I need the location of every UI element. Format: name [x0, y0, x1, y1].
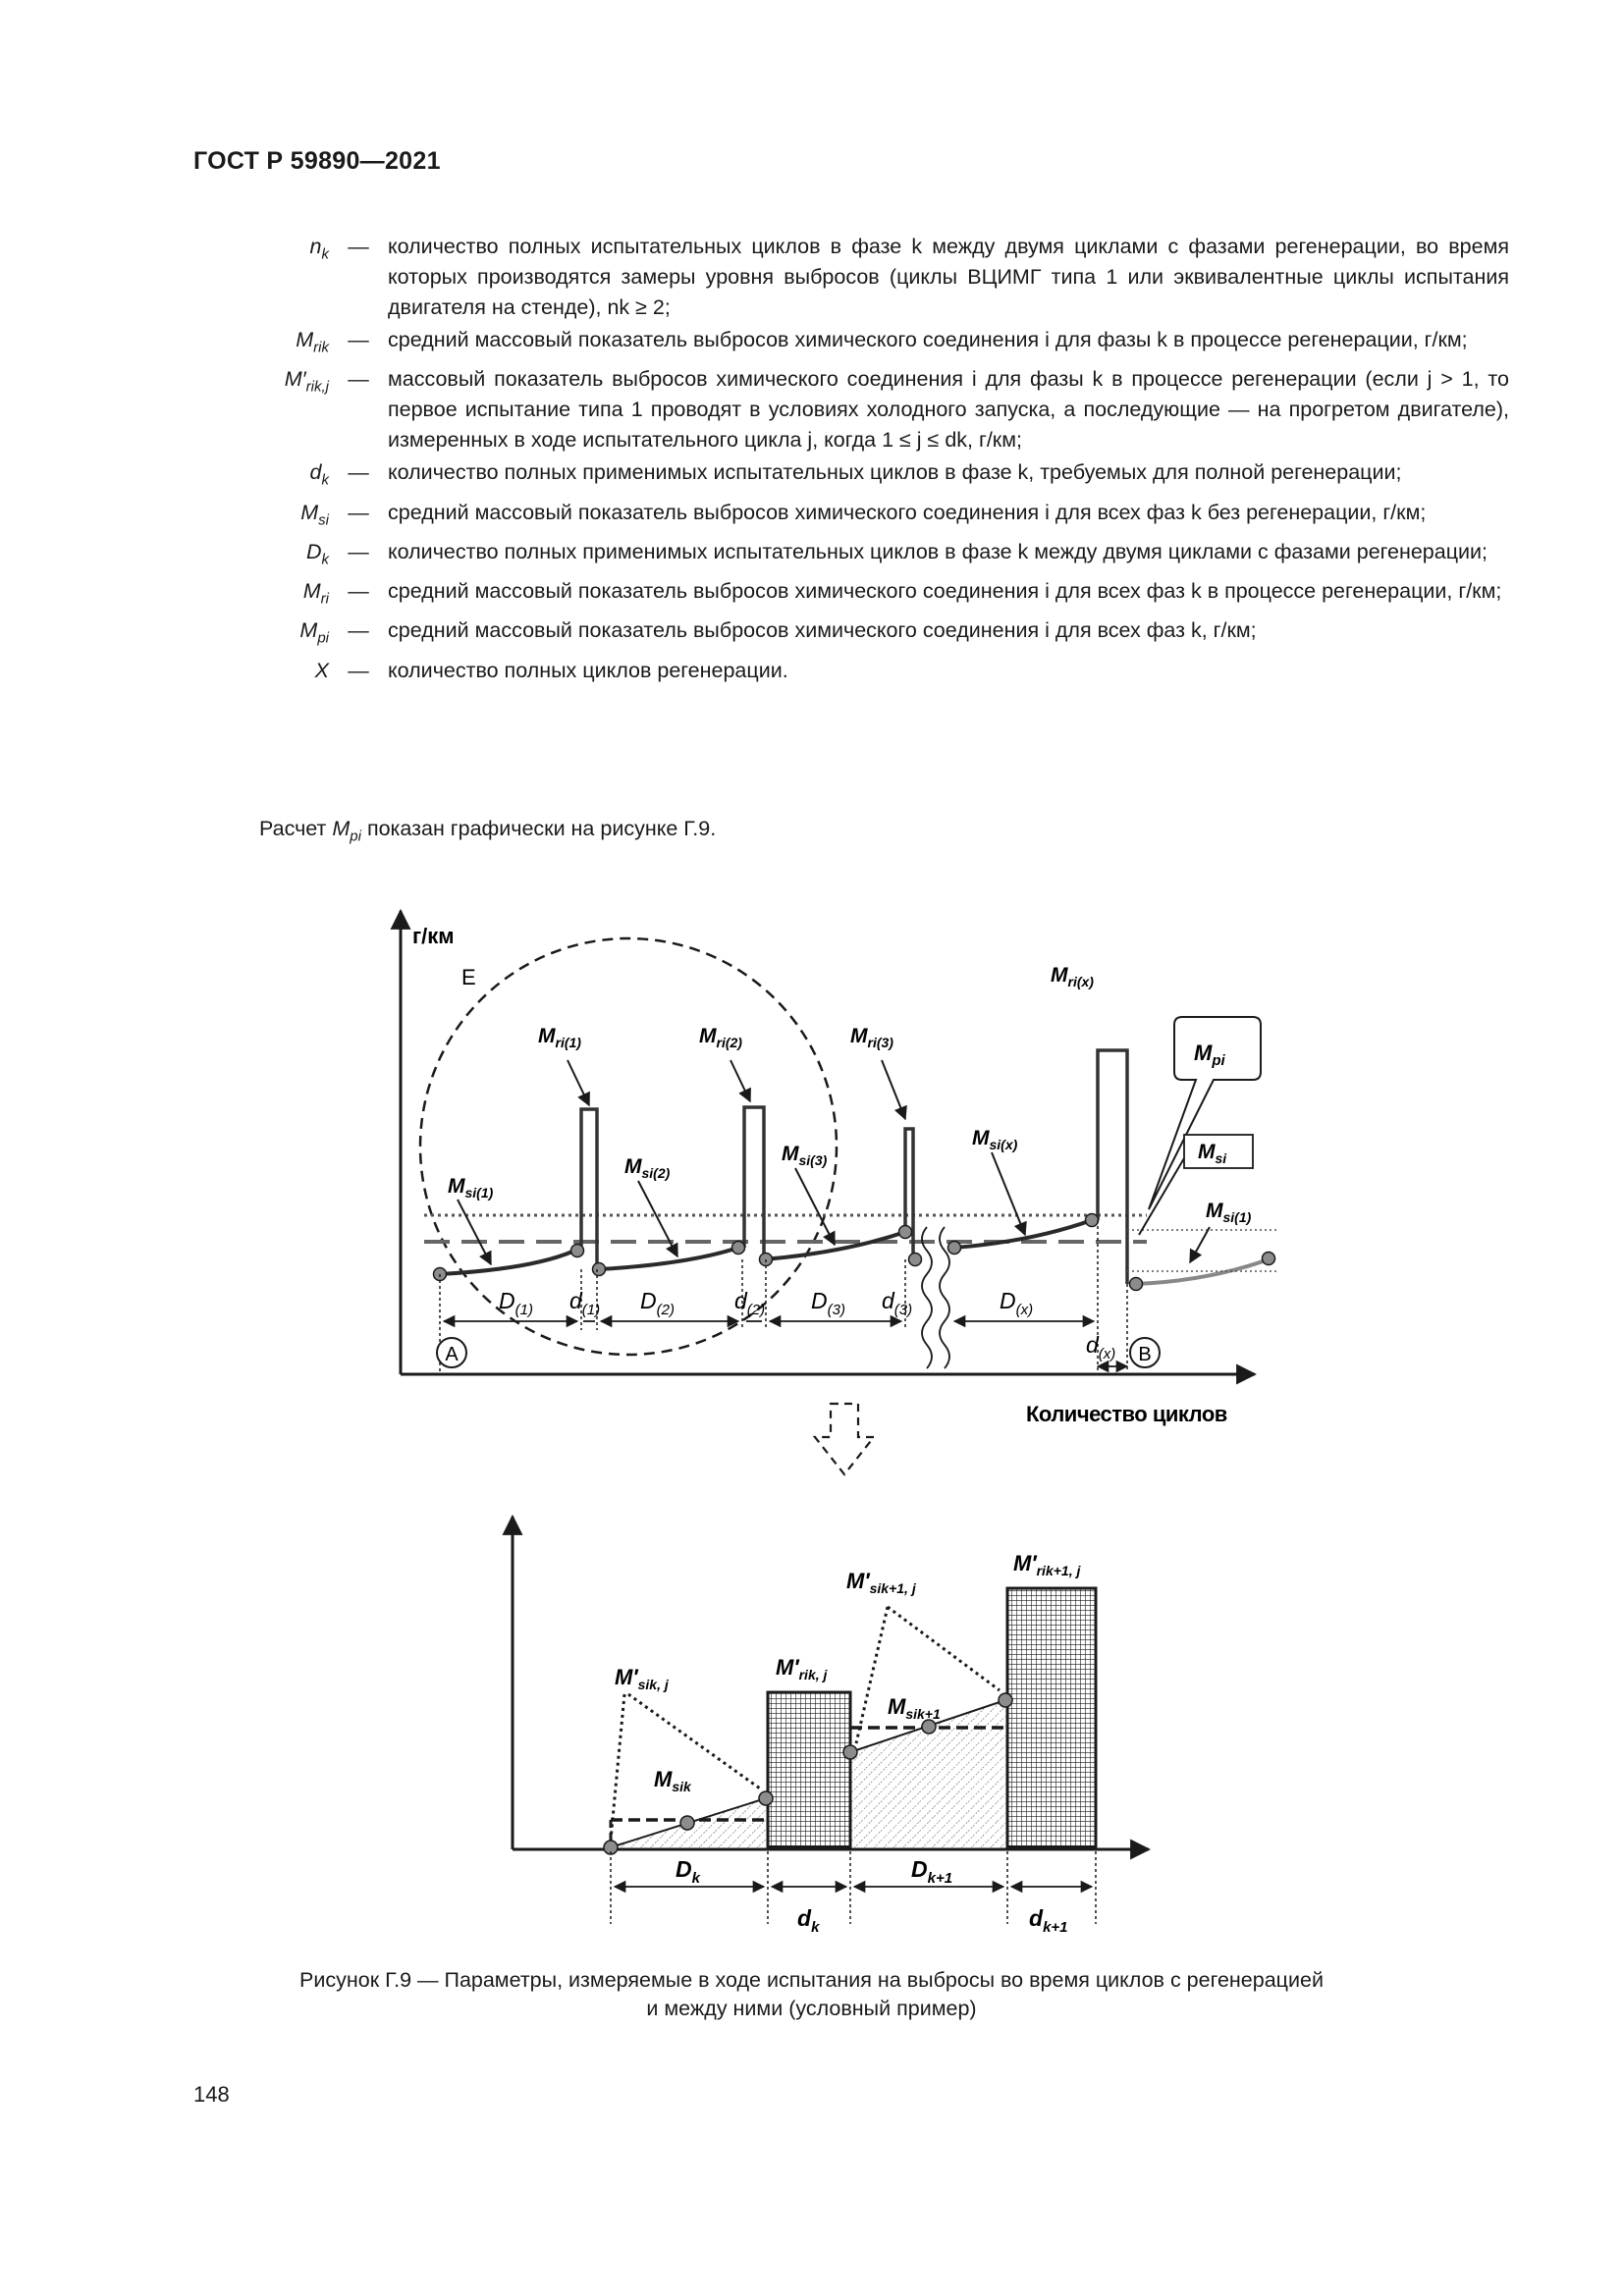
leader-mri3 [882, 1060, 905, 1119]
definition-dash: — [348, 658, 369, 682]
bottom-chart [513, 1517, 1149, 1936]
label-d2: $d_{(2)}$ [734, 1288, 766, 1318]
definition-symbol: $M_{pi}$ [299, 618, 329, 647]
leader-msik1j-2 [888, 1607, 1000, 1690]
label-msik1: $M_{sik+1}$ [888, 1694, 941, 1722]
bar-mrik1j [1007, 1588, 1096, 1847]
region-circle [420, 938, 837, 1355]
regen-spike-1 [581, 1109, 597, 1269]
label-D3: $D_{(3)}$ [811, 1288, 845, 1318]
definition-dash: — [348, 500, 369, 524]
top-chart [401, 911, 1276, 1426]
e-label: E [461, 965, 476, 989]
marker [1086, 1214, 1099, 1227]
emission-curve-3 [764, 1232, 905, 1259]
label-msikj: $M'_{sik, j}$ [615, 1665, 669, 1692]
label-msik: $M_{sik}$ [654, 1767, 691, 1794]
label-Dk1: $D_{k+1}$ [911, 1856, 953, 1887]
label-msik1j: $M'_{sik+1, j}$ [846, 1569, 916, 1596]
definition-symbol: X [314, 658, 329, 682]
definition-dash: — [348, 328, 369, 351]
label-msi3: $M_{si(3)}$ [782, 1143, 828, 1168]
marker [1263, 1253, 1275, 1265]
definition-dash: — [348, 235, 369, 258]
regen-spike-x [1098, 1050, 1127, 1284]
marker [948, 1242, 961, 1255]
caption-line-2: и между ними (условный пример) [646, 1997, 977, 2020]
marker [999, 1693, 1012, 1707]
label-mri2: $M_{ri(2)}$ [699, 1025, 742, 1050]
caption-line-1: Рисунок Г.9 — Параметры, измеряемые в ходе испытания на выбросы во время циклов с регенерацией [299, 1968, 1324, 1992]
leader-mri1 [568, 1060, 589, 1105]
emission-curve-1 [440, 1252, 572, 1274]
definition-text: средний массовый показатель выбросов химического соединения i для всех фаз k без регенерации, г/км; [388, 500, 1427, 524]
leader-msi2 [638, 1181, 677, 1256]
marker [593, 1263, 606, 1276]
label-msi1: $M_{si(1)}$ [448, 1175, 494, 1201]
label-mrik1j: $M'_{rik+1, j}$ [1013, 1551, 1081, 1578]
figure-caption [196, 1966, 1427, 2023]
definition-text: средний массовый показатель выбросов химического соединения i для фазы k в процессе регенерации, г/км; [388, 328, 1468, 351]
label-d1: $d_{(1)}$ [569, 1288, 601, 1318]
definition-text: количество полных применимых испытательных циклов в фазе k, требуемых для полной регенерации; [388, 460, 1402, 485]
transition-arrow [815, 1404, 874, 1474]
label-msi-box: $M_{si}$ [1198, 1141, 1227, 1166]
point-b-label: B [1138, 1344, 1152, 1365]
label-mrix: $M_{ri(x)}$ [1051, 964, 1094, 989]
label-D2: $D_{(2)}$ [640, 1288, 675, 1318]
y-unit-label: г/км [412, 924, 455, 948]
label-dk: $d_k$ [797, 1905, 820, 1936]
marker [732, 1242, 745, 1255]
leader-msik1j [856, 1607, 888, 1743]
page-header: ГОСТ Р 59890—2021 [193, 147, 441, 175]
definition-symbol: $M_{ri}$ [302, 579, 329, 608]
definition-symbol: $M_{rik}$ [296, 328, 329, 356]
label-Dx: $D_{(x)}$ [1000, 1288, 1034, 1318]
label-msix: $M_{si(x)}$ [972, 1127, 1018, 1152]
leader-msix [992, 1152, 1025, 1235]
definition-dash: — [348, 460, 369, 485]
marker [759, 1791, 773, 1805]
definition-dash: — [348, 579, 369, 604]
definition-text: количество полных испытательных циклов в фазе k между двумя циклами с фазами регенерации, во время которых производятся замеры уровня выбросов (циклы ВЦИМГ типа 1 или эквивалентные циклы испытания двигателя на стенде), nk ≥ 2; [388, 235, 1509, 319]
label-Dk: $D_k$ [676, 1856, 700, 1887]
definition-text: массовый показатель выбросов химического соединения i для фазы k в процессе регенерации (если j > 1, то первое испытание типа 1 проводят в условиях холодного запуска, а последующие — на прогретом двигателе), измеренных в ходе испытательного цикла j, когда 1 ≤ j ≤ dk, г/км; [388, 367, 1509, 453]
definition-dash: — [348, 539, 369, 563]
definition-symbol: $n_k$ [309, 235, 329, 263]
definition-symbol: $M_{si}$ [300, 500, 329, 528]
label-mri1: $M_{ri(1)}$ [538, 1025, 581, 1050]
marker [1130, 1278, 1143, 1291]
leader-msi1-right [1190, 1227, 1210, 1262]
marker [680, 1816, 694, 1830]
leader-msi-box [1139, 1158, 1184, 1235]
definition-dash: — [348, 367, 369, 392]
leader-mri2 [730, 1060, 750, 1101]
leader-msi1 [458, 1200, 491, 1264]
definition-text: количество полных применимых испытательных циклов в фазе k между двумя циклами с фазами регенерации; [388, 539, 1488, 563]
point-a-label: A [445, 1344, 459, 1365]
calc-sentence: Расчет $M_{pi}$ показан графически на рисунке Г.9. [259, 817, 717, 845]
label-dk1: $d_{k+1}$ [1029, 1905, 1068, 1936]
marker [909, 1254, 922, 1266]
definition-text: средний массовый показатель выбросов химического соединения i для всех фаз k, г/км; [388, 618, 1257, 643]
label-mpi: $M_{pi}$ [1194, 1041, 1225, 1069]
marker [843, 1745, 857, 1759]
label-mri3: $M_{ri(3)}$ [850, 1025, 893, 1050]
label-D1: $D_{(1)}$ [499, 1288, 533, 1318]
leader-msikj [611, 1694, 624, 1840]
definition-symbol: $d_k$ [309, 460, 329, 489]
label-msi2: $M_{si(2)}$ [624, 1155, 671, 1181]
definition-text: средний массовый показатель выбросов химического соединения i для всех фаз k в процессе регенерации, г/км; [388, 579, 1502, 604]
definition-symbol: $M'_{rik,j}$ [284, 367, 329, 396]
axis-break [922, 1227, 932, 1368]
label-msi1-right: $M_{si(1)}$ [1206, 1200, 1252, 1225]
bar-mrikj [768, 1692, 850, 1847]
definition-symbol: $D_k$ [305, 539, 329, 568]
regen-spike-2 [744, 1107, 764, 1259]
label-d3: $d_{(3)}$ [882, 1288, 913, 1318]
definition-dash: — [348, 618, 369, 643]
x-axis-label: Количество циклов [1026, 1402, 1227, 1426]
page-number: 148 [193, 2082, 230, 2107]
marker [899, 1226, 912, 1239]
marker [922, 1720, 936, 1734]
label-mrikj: $M'_{rik, j}$ [776, 1655, 828, 1682]
label-dx: $d_{(x)}$ [1086, 1332, 1116, 1362]
definition-text: количество полных циклов регенерации. [388, 658, 788, 682]
marker [571, 1245, 584, 1257]
emission-curve-2 [599, 1248, 738, 1269]
leader-msikj-2 [628, 1694, 760, 1789]
